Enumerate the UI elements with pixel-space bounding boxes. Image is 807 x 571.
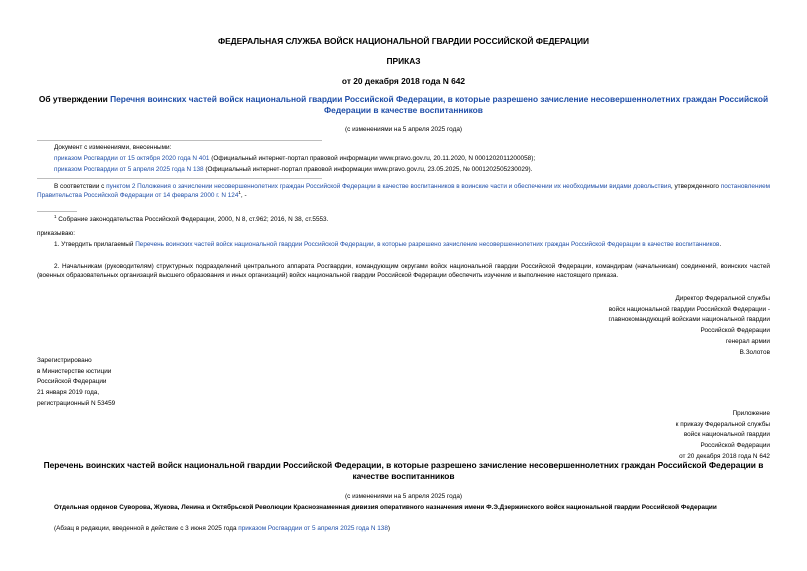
- division-name: Отдельная орденов Суворова, Жукова, Ленина и Октябрьской Революции Краснознаменная дивизия оперативного назначения имени Ф.Э.Дзержинского войск национальной гвардии Российской Федерации: [54, 504, 717, 511]
- signature-block: [470, 294, 770, 358]
- point-1-rest: .: [719, 241, 722, 248]
- preamble-text-2: , утвержденного: [670, 183, 721, 190]
- signature-line: В.Золотов: [739, 348, 770, 356]
- signature-line: Директор Федеральной службы: [675, 295, 770, 302]
- change-link-2[interactable]: приказом Росгвардии от 5 апреля 2025 года N 138: [54, 166, 204, 173]
- edit-note-prefix: (Абзац в редакции, введенной в действие с 3 июня 2025 года: [54, 525, 239, 532]
- order-title: [37, 94, 770, 116]
- preamble-text-1: В соответствии с: [54, 183, 107, 190]
- document-type: ПРИКАЗ: [386, 56, 421, 66]
- registration-line: в Министерстве юстиции: [37, 367, 112, 375]
- edit-note-link[interactable]: приказом Росгвардии от 5 апреля 2025 года N 138: [238, 525, 388, 532]
- order-date-number: от 20 декабря 2018 года N 642: [341, 76, 466, 86]
- appendix-line: войск национальной гвардии: [683, 431, 770, 439]
- order-title-prefix: Об утверждении: [38, 94, 111, 104]
- point-1: [37, 240, 770, 249]
- appendix-line: Российской Федерации: [700, 442, 770, 450]
- registration-line: регистрационный N 53459: [37, 399, 116, 407]
- preamble-link-regulation[interactable]: пунктом 2 Положения о зачислении несовершеннолетних граждан Российской Федерации в качестве воспитанников в воинские части и обеспечении их необходимыми видами довольствия: [106, 183, 671, 190]
- preamble-text-3: , -: [240, 192, 247, 199]
- changes-note: (с изменениями на 5 апреля 2025 года): [345, 126, 462, 133]
- appendix-title: Перечень воинских частей войск национальной гвардии Российской Федерации, в которые разрешено зачисление несовершеннолетних граждан Российской Федерации в качестве воспитанников: [43, 460, 764, 481]
- appendix-block: [470, 409, 770, 463]
- preamble: [37, 182, 770, 200]
- appendix-changes-note: (с изменениями на 5 апреля 2025 года): [345, 493, 462, 500]
- point-2: 2. Начальникам (руководителям) структурных подразделений центрального аппарата Росгвардии, командующим округами войск национальной гвардии Российской Федерации, командирам (начальникам) соединений, воинских частей (военных образовательных организаций высшего образования и иных организаций) войск национальной гвардии Российской Федерации обеспечить изучение и выполнение настоящего приказа.: [37, 263, 770, 279]
- order-word: приказываю:: [37, 230, 75, 237]
- footnote-mark: 1: [238, 189, 241, 195]
- change-text-2: (Официальный интернет-портал правовой информации www.pravo.gov.ru, 23.05.2025, № 0001202505230029).: [203, 166, 533, 173]
- edit-note-suffix: ): [387, 525, 391, 532]
- appendix-line: к приказу Федеральной службы: [675, 420, 770, 428]
- signature-line: главнокомандующий войсками национальной гвардии: [608, 316, 770, 324]
- divider-top: [37, 140, 322, 141]
- appendix-line: Приложение: [732, 410, 770, 417]
- registration-line: Зарегистрировано: [37, 357, 92, 364]
- footnote: [54, 215, 770, 224]
- change-item-2: [54, 165, 770, 174]
- point-1-prefix: 1. Утвердить прилагаемый: [54, 241, 136, 248]
- change-text-1: (Официальный интернет-портал правовой информации www.pravo.gov.ru, 20.11.2020, N 0001202011200058);: [209, 155, 536, 162]
- footnote-number: 1: [54, 213, 57, 219]
- change-item-1: [54, 154, 770, 163]
- registration-block: [37, 356, 287, 410]
- appendix-line: от 20 декабря 2018 года N 642: [679, 452, 770, 460]
- footnote-divider: [37, 211, 77, 212]
- changes-intro: Документ с изменениями, внесенными:: [54, 144, 172, 151]
- footnote-text: Собрание законодательства Российской Федерации, 2000, N 8, ст.962; 2016, N 38, ст.5553.: [56, 216, 329, 223]
- agency-heading: ФЕДЕРАЛЬНАЯ СЛУЖБА ВОЙСК НАЦИОНАЛЬНОЙ ГВАРДИИ РОССИЙСКОЙ ФЕДЕРАЦИИ: [217, 36, 590, 46]
- change-link-1[interactable]: приказом Росгвардии от 15 октября 2020 года N 401: [54, 155, 210, 162]
- edit-note: [54, 524, 770, 533]
- point-1-link[interactable]: Перечень воинских частей войск национальной гвардии Российской Федерации, в которые разрешено зачисление несовершеннолетних граждан Российской Федерации в качестве воспитанников: [135, 241, 720, 248]
- signature-line: Российской Федерации: [700, 327, 770, 335]
- signature-line: войск национальной гвардии Российской Федерации -: [608, 305, 770, 313]
- registration-line: Российской Федерации: [37, 378, 107, 386]
- signature-line: генерал армии: [725, 337, 770, 345]
- divider-middle: [37, 178, 322, 179]
- preamble-link-resolution[interactable]: постановлением Правительства Российской Федерации от 14 февраля 2000 г. N 124: [37, 183, 771, 199]
- registration-line: 21 января 2019 года,: [37, 389, 100, 397]
- order-title-link[interactable]: Перечня воинских частей войск национальной гвардии Российской Федерации, в которые разрешено зачисление несовершеннолетних граждан Российской Федерации в качестве воспитанников: [110, 94, 769, 115]
